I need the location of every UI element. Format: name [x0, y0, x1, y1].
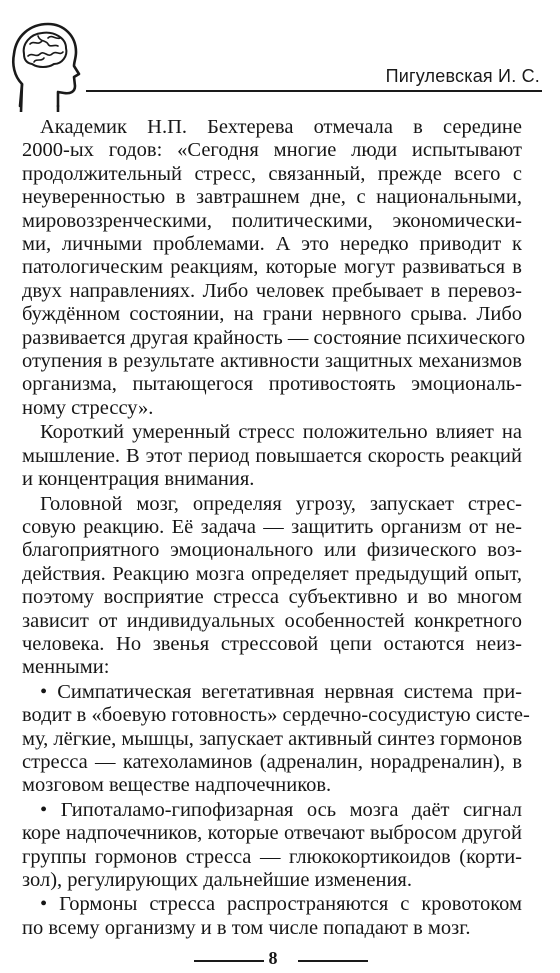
- text-line: двух направлениях. Либо человек пребывает в перевоз-: [22, 279, 522, 302]
- text-line: благоприятного эмоционального или физического воз-: [22, 539, 522, 562]
- header-rule: [86, 90, 542, 92]
- paragraph: [22, 116, 526, 420]
- text-line: ми, личными проблемами. А это нередко приводит к: [22, 233, 522, 256]
- text-line: действия. Реакцию мозга определяет предыдущий опыт,: [22, 562, 522, 585]
- text-line: мозговом веществе надпочечников.: [22, 774, 332, 797]
- text-line: Академик Н.П. Бехтерева отмечала в середине: [40, 116, 522, 138]
- text-line: человека. Но звенья стрессовой цепи остаются неиз-: [22, 632, 522, 655]
- paragraph: [22, 893, 522, 940]
- paragraph: [22, 493, 522, 680]
- text-line: развивается другая крайность — состояние психического: [22, 326, 526, 349]
- head-with-brain-icon: [8, 14, 82, 112]
- text-line: му, лёгкие, мышцы, запускает активный синтез гормонов: [22, 727, 523, 750]
- text-line: мировоззренческими, политическими, экономически-: [22, 209, 522, 232]
- text-line: ному стрессу».: [22, 396, 154, 419]
- paragraph: [22, 421, 522, 491]
- text-line: отупения в результате активности защитных механизмов: [22, 350, 522, 373]
- text-line: совую реакцию. Её задача — защитить организм от не-: [22, 515, 522, 538]
- text-line: поэтому восприятие стресса субъективно и во многом: [22, 586, 522, 609]
- text-line: неуверенностью в завтрашнем дне, с национальными,: [22, 186, 522, 209]
- text-line: Головной мозг, определяя угрозу, запускает стрес-: [40, 492, 522, 515]
- body-text: [22, 116, 530, 941]
- footer-rule-left: [194, 960, 264, 962]
- text-line: группы гормонов стресса — глюкокортикоидов (корти-: [22, 845, 522, 868]
- paragraph: [22, 680, 530, 798]
- text-line: организма, пытающегося противостоять эмоциональ-: [22, 373, 522, 396]
- text-line: зависит от индивидуальных особенностей конкретного: [22, 609, 522, 632]
- text-line: Короткий умеренный стресс положительно влияет на: [40, 421, 522, 444]
- text-line: мышление. В этот период повышается скорость реакций: [22, 444, 522, 467]
- footer-rule-right: [298, 960, 368, 962]
- page-number: 8: [268, 948, 278, 968]
- text-line: патологическим реакциям, которые могут развиваться в: [22, 256, 522, 279]
- text-line: • Гипоталамо-гипофизарная ось мозга даёт сигнал: [40, 798, 522, 821]
- paragraph: [22, 799, 522, 893]
- page-footer: [0, 950, 560, 970]
- text-line: водит в «боевую готовность» сердечно-сосудистую систе-: [22, 704, 530, 727]
- running-head-author: Пигулевская И. С.: [385, 66, 540, 86]
- text-line: и концентрация внимания.: [22, 468, 255, 491]
- text-line: • Симпатическая вегетативная нервная система при-: [40, 680, 522, 703]
- text-line: менными:: [22, 656, 110, 679]
- text-line: 2000-ых годов: «Сегодня многие люди испытывают: [22, 139, 522, 162]
- text-line: стресса — катехоламинов (адреналин, норадреналин), в: [22, 750, 522, 773]
- text-line: буждённом состоянии, на грани нервного срыва. Либо: [22, 303, 522, 326]
- text-line: продолжительный стресс, связанный, прежде всего с: [22, 162, 522, 185]
- text-line: по всему организму и в том числе попадают в мозг.: [22, 916, 471, 939]
- text-line: коре надпочечников, которые отвечают выбросом другой: [22, 822, 522, 845]
- text-line: зол), регулирующих дальнейшие изменения.: [22, 869, 412, 891]
- text-line: • Гормоны стресса распространяются с кровотоком: [40, 893, 522, 916]
